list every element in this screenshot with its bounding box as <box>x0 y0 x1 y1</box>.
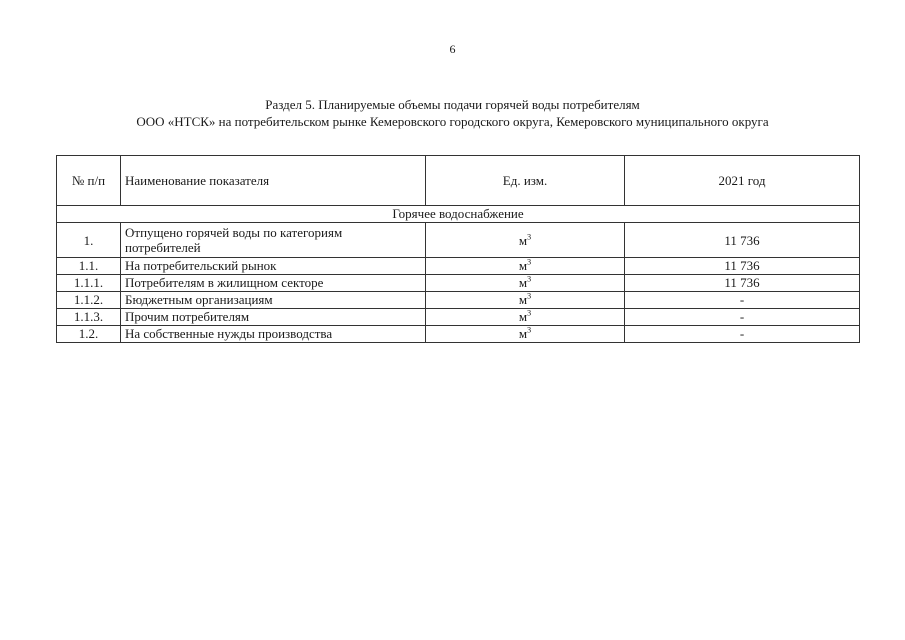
table-row <box>57 275 860 292</box>
row-value: 11 736 <box>625 258 860 275</box>
header-name: Наименование показателя <box>121 156 426 206</box>
table-row <box>57 326 860 343</box>
row-num: 1. <box>57 223 121 258</box>
row-unit: $м^3$ <box>426 275 625 292</box>
section-row <box>57 206 860 223</box>
row-num: 1.2. <box>57 326 121 343</box>
row-name: Прочим потребителям <box>121 309 426 326</box>
row-name: На потребительский рынок <box>121 258 426 275</box>
table-row <box>57 292 860 309</box>
row-name: Потребителям в жилищном секторе <box>121 275 426 292</box>
row-unit: $м^3$ <box>426 223 625 258</box>
row-value: 11 736 <box>625 223 860 258</box>
title-line-2: ООО «НТСК» на потребительском рынке Кемеровского городского округа, Кемеровского муниципального округа <box>136 114 769 129</box>
table-row <box>57 309 860 326</box>
row-unit: $м^3$ <box>426 326 625 343</box>
row-value: - <box>625 326 860 343</box>
header-unit: Ед. изм. <box>426 156 625 206</box>
section-title: Горячее водоснабжение <box>57 206 860 223</box>
row-num: 1.1.3. <box>57 309 121 326</box>
page-number: 6 <box>449 42 456 56</box>
row-unit: $м^3$ <box>426 309 625 326</box>
table-row <box>57 258 860 275</box>
row-value: - <box>625 309 860 326</box>
table-row <box>57 223 860 258</box>
header-year: 2021 год <box>625 156 860 206</box>
title-line-1: Раздел 5. Планируемые объемы подачи горячей воды потребителям <box>265 97 640 112</box>
row-name: Бюджетным организациям <box>121 292 426 309</box>
row-unit: $м^3$ <box>426 292 625 309</box>
row-num: 1.1. <box>57 258 121 275</box>
header-num: № п/п <box>57 156 121 206</box>
row-value: 11 736 <box>625 275 860 292</box>
row-unit: $м^3$ <box>426 258 625 275</box>
row-value: - <box>625 292 860 309</box>
row-name: На собственные нужды производства <box>121 326 426 343</box>
row-name: Отпущено горячей воды по категориям потребителей <box>121 223 426 258</box>
table-header-row <box>57 156 860 206</box>
row-num: 1.1.2. <box>57 292 121 309</box>
hot-water-volumes-table <box>56 155 860 343</box>
row-num: 1.1.1. <box>57 275 121 292</box>
document-title <box>0 96 905 130</box>
